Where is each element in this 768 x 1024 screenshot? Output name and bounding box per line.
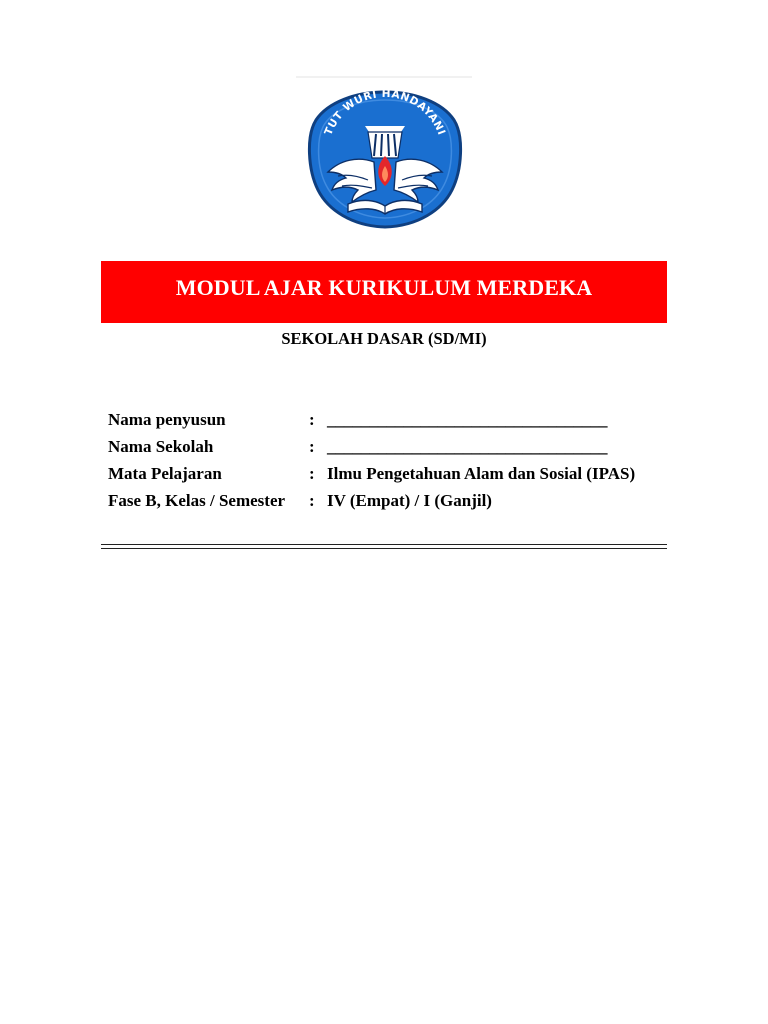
logo-top-rule [296,76,472,78]
phase-label: Fase B, Kelas / Semester [108,491,286,510]
lamp-body [368,132,402,158]
tut-wuri-handayani-logo [302,86,468,234]
subject-label: Mata Pelajaran [108,464,222,483]
phase-colon: : [309,491,315,510]
phase-value: IV (Empat) / I (Ganjil) [327,491,492,510]
school-colon: : [309,437,315,456]
info-row-school [108,435,668,462]
title-banner [101,261,667,323]
tut-wuri-handayani-emblem-icon [302,86,468,234]
info-table [108,408,668,516]
subject-value: Ilmu Pengetahuan Alam dan Sosial (IPAS) [327,464,636,483]
author-colon: : [309,410,315,429]
school-label: Nama Sekolah [108,437,214,456]
double-divider [101,544,667,549]
lamp-top [365,126,405,132]
author-blank: _________________________________ [327,410,608,429]
info-row-subject [108,462,668,489]
subject-colon: : [309,464,315,483]
info-row-author [108,408,668,435]
school-blank: _________________________________ [327,437,608,456]
school-level-heading: SEKOLAH DASAR (SD/MI) [281,329,487,348]
author-label: Nama penyusun [108,410,226,429]
module-title: MODUL AJAR KURIKULUM MERDEKA [175,275,593,300]
info-row-phase [108,489,668,516]
logo-motto: TUT WURI HANDAYANI [322,87,448,138]
